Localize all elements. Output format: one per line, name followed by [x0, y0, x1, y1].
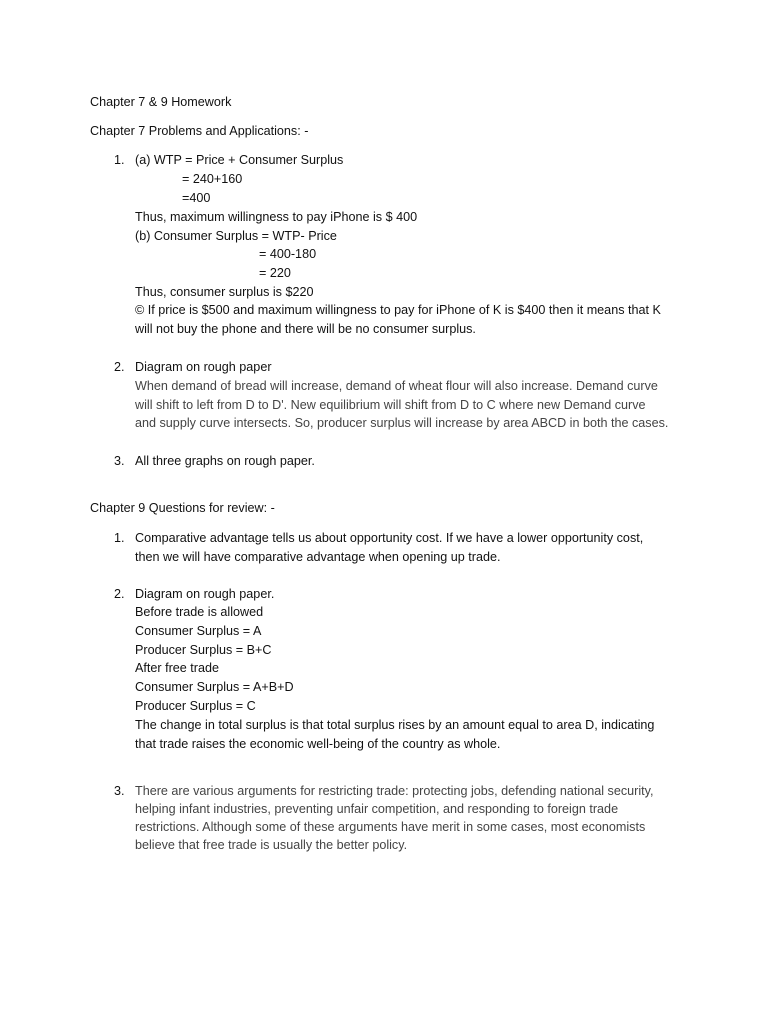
ch9-q2-line: Consumer Surplus = A+B+D [135, 680, 294, 694]
ch9-q3-line: restrictions. Although some of these arguments have merit in some cases, most economists [135, 820, 646, 834]
ch9-q3-line: believe that free trade is usually the better policy. [135, 838, 408, 852]
chapter-9-heading: Chapter 9 Questions for review: - [90, 501, 275, 515]
ch7-q1-line: will not buy the phone and there will be no consumer surplus. [135, 322, 476, 336]
ch7-q1-line: = 220 [259, 266, 291, 280]
ch7-q1-line: = 400-180 [259, 247, 317, 261]
ch9-q2-number: 2. [114, 587, 125, 601]
ch7-q1-line: (b) Consumer Surplus = WTP- Price [135, 229, 337, 243]
ch7-q2-line: When demand of bread will increase, demand of wheat flour will also increase. Demand curve [135, 379, 658, 393]
ch9-q2-line: Producer Surplus = B+C [135, 643, 272, 657]
ch7-q1-line: (a) WTP = Price + Consumer Surplus [135, 153, 344, 167]
chapter-7-heading: Chapter 7 Problems and Applications: - [90, 124, 309, 138]
ch7-q1-number: 1. [114, 153, 125, 167]
document-title: Chapter 7 & 9 Homework [90, 95, 232, 109]
ch9-q1-number: 1. [114, 531, 125, 545]
ch7-q3-number: 3. [114, 454, 125, 468]
ch9-q3-line: helping infant industries, preventing unfair competition, and responding to foreign trade [135, 802, 619, 816]
ch7-q3-line: All three graphs on rough paper. [135, 454, 315, 468]
ch9-q2-line: After free trade [135, 661, 219, 675]
ch7-q2-line: Diagram on rough paper [135, 360, 272, 374]
ch7-q1-line: =400 [182, 191, 211, 205]
ch9-q3-line: There are various arguments for restricting trade: protecting jobs, defending national security, [135, 784, 654, 798]
ch9-q2-line: that trade raises the economic well-being of the country as whole. [135, 737, 501, 751]
ch9-q2-line: The change in total surplus is that total surplus rises by an amount equal to area D, indicating [135, 718, 655, 732]
ch7-q2-line: and supply curve intersects. So, producer surplus will increase by area ABCD in both the cases. [135, 416, 669, 430]
ch9-q2-line: Diagram on rough paper. [135, 587, 275, 601]
ch7-q1-line: Thus, maximum willingness to pay iPhone is $ 400 [135, 210, 418, 224]
ch9-q2-line: Producer Surplus = C [135, 699, 256, 713]
ch9-q2-line: Before trade is allowed [135, 605, 264, 619]
ch7-q1-line: Thus, consumer surplus is $220 [135, 285, 314, 299]
ch9-q3-number: 3. [114, 784, 125, 798]
ch9-q1-line: then we will have comparative advantage when opening up trade. [135, 550, 501, 564]
ch9-q1-line: Comparative advantage tells us about opportunity cost. If we have a lower opportunity cost, [135, 531, 644, 545]
ch9-q2-line: Consumer Surplus = A [135, 624, 262, 638]
ch7-q1-line: © If price is $500 and maximum willingness to pay for iPhone of K is $400 then it means that K [135, 303, 661, 317]
ch7-q2-number: 2. [114, 360, 125, 374]
ch7-q1-line: = 240+160 [182, 172, 243, 186]
ch7-q2-line: will shift to left from D to D'. New equilibrium will shift from D to C where new Demand curve [135, 398, 646, 412]
